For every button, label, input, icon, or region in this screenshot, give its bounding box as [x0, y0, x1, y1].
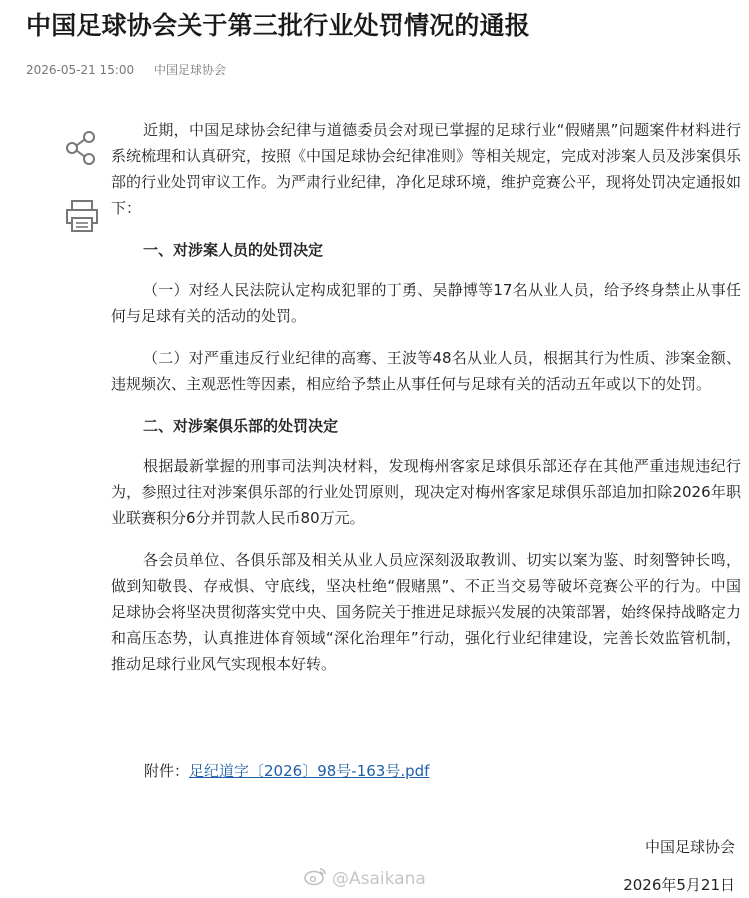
print-icon	[62, 196, 102, 236]
page-title: 中国足球协会关于第三批行业处罚情况的通报	[26, 11, 531, 40]
penalty-item-2: （二）对严重违反行业纪律的高骞、王波等48名从业人员，根据其行为性质、涉案金额、违规频次、主观恶性等因素，相应给予禁止从事任何与足球有关的活动五年或以下的处罚。	[111, 349, 741, 393]
watermark-text: @Asaikana	[332, 869, 426, 889]
article-meta	[26, 61, 242, 79]
club-penalty-paragraph: 根据最新掌握的刑事司法判决材料，发现梅州客家足球俱乐部还存在其他严重违规违纪行为，参照过往对涉案俱乐部的行业处罚原则，现决定对梅州客家足球俱乐部追加扣除2026年职业联赛积分6分并罚款人民币80万元。	[111, 457, 741, 527]
print-button[interactable]	[62, 196, 102, 236]
signature-date: 2026年5月21日	[623, 876, 735, 894]
share-icon	[62, 128, 102, 168]
penalty-item-1: （一）对经人民法院认定构成犯罪的丁勇、吴静博等17名从业人员，给予终身禁止从事任何与足球有关的活动的处罚。	[111, 281, 741, 325]
publish-date: 2026-05-21 15:00	[26, 63, 135, 77]
intro-paragraph: 近期，中国足球协会纪律与道德委员会对现已掌握的足球行业“假赌黑”问题案件材料进行系统梳理和认真研究，按照《中国足球协会纪律准则》等相关规定，完成对涉案人员及涉案俱乐部的行业处罚审议工作。为严肃行业纪律，净化足球环境，维护竞赛公平，现将处罚决定通报如下：	[111, 121, 742, 217]
attachment-link[interactable]: 足纪道字〔2026〕98号-163号.pdf	[189, 762, 430, 780]
attachment-row	[144, 758, 429, 784]
share-button[interactable]	[62, 128, 102, 168]
section-heading-personnel: 一、对涉案人员的处罚决定	[143, 241, 324, 259]
article-body	[111, 117, 741, 693]
signature: 中国足球协会	[644, 838, 735, 856]
closing-paragraph: 各会员单位、各俱乐部及相关从业人员应深刻汲取教训、切实以案为鉴、时刻警钟长鸣，做到知敬畏、存戒惧、守底线，坚决杜绝“假赌黑”、不正当交易等破坏竞赛公平的行为。中国足球协会将坚决贯彻落实党中央、国务院关于推进足球振兴发展的决策部署，始终保持战略定力和高压态势，认真推进体育领域“深化治理年”行动，强化行业纪律建设，完善长效监管机制，推动足球行业风气实现根本好转。	[111, 551, 742, 673]
weibo-icon	[304, 866, 328, 886]
section-heading-club: 二、对涉案俱乐部的处罚决定	[143, 417, 339, 435]
source-name: 中国足球协会	[153, 63, 226, 77]
watermark	[304, 866, 426, 891]
attachment-label: 附件：	[144, 762, 190, 780]
